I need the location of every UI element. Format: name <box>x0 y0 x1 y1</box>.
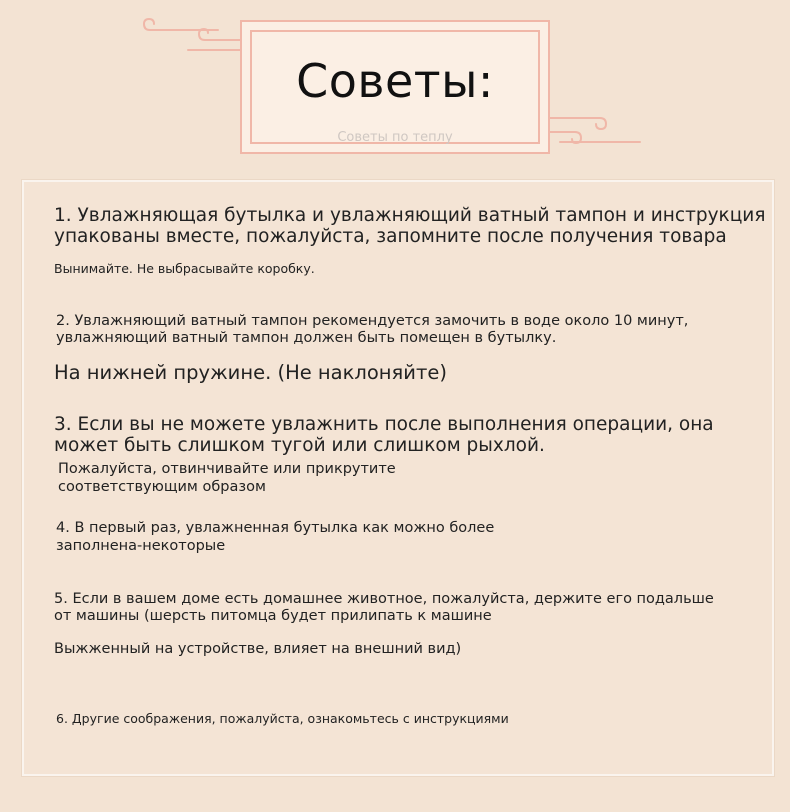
tip3-line2: может быть слишком тугой или слишком рыхлой. <box>54 435 545 456</box>
tip3-note2: соответствующим образом <box>58 479 266 495</box>
tip1-note: Вынимайте. Не выбрасывайте коробку. <box>54 261 315 276</box>
tip1-line2: упакованы вместе, пожалуйста, запомните после получения товара <box>54 226 727 247</box>
tip2-line2: увлажняющий ватный тампон должен быть помещен в бутылку. <box>56 330 557 346</box>
tip5-line2: от машины (шерсть питомца будет прилипать к машине <box>54 608 492 624</box>
page-title: Советы: <box>296 54 494 108</box>
title-card <box>240 20 550 154</box>
tip2-note: На нижней пружине. (Не наклоняйте) <box>54 361 447 384</box>
tip5-line3: Выжженный на устройстве, влияет на внешний вид) <box>54 641 462 657</box>
tip2-line1: 2. Увлажняющий ватный тампон рекомендуется замочить в воде около 10 минут, <box>56 313 689 329</box>
tip6: 6. Другие соображения, пожалуйста, ознакомьтесь с инструкциями <box>56 711 509 726</box>
page-subtitle: Советы по теплу <box>337 130 453 145</box>
tip5-line1: 5. Если в вашем доме есть домашнее животное, пожалуйста, держите его подальше <box>54 591 714 607</box>
tip4-line1: 4. В первый раз, увлажненная бутылка как можно более <box>56 520 495 536</box>
tip3-line1: 3. Если вы не можете увлажнить после выполнения операции, она <box>54 414 714 435</box>
tip1-line1: 1. Увлажняющая бутылка и увлажняющий ватный тампон и инструкция <box>54 205 766 226</box>
tip4-line2: заполнена-некоторые <box>56 538 226 554</box>
tip3-note1: Пожалуйста, отвинчивайте или прикрутите <box>58 461 396 477</box>
